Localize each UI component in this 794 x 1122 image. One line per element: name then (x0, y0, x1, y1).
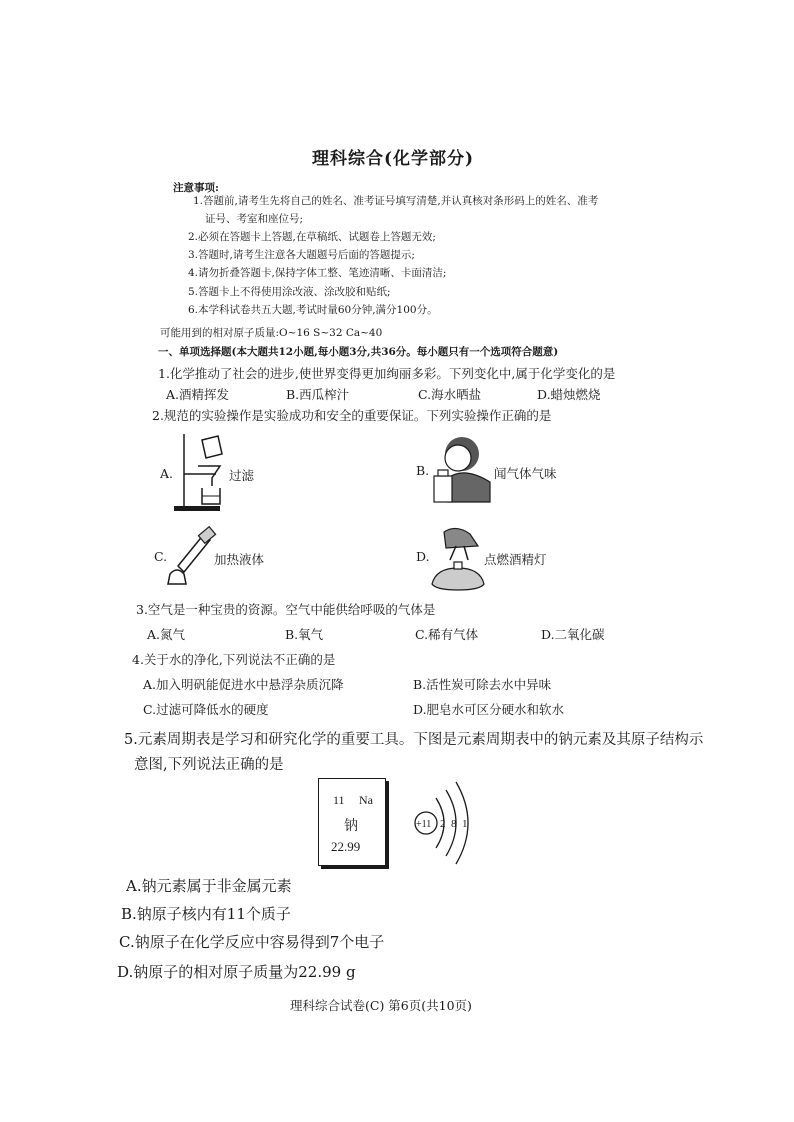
sodium-element-tile (318, 778, 386, 866)
question-3-stem: 3.空气是一种宝贵的资源。空气中能供给呼吸的气体是 (136, 602, 436, 617)
notice-item: 2.必须在答题卡上答题,在草稿纸、试题卷上答题无效; (188, 231, 436, 243)
section-heading: 一、单项选择题(本大题共12小题,每小题3分,共36分。每小题只有一个选项符合题意) (158, 346, 559, 358)
option-letter: A. (160, 466, 174, 481)
question-1-option-d: D.蜡烛燃烧 (537, 387, 601, 402)
filtration-apparatus-image (172, 428, 232, 514)
electron-shell-3: 1 (462, 818, 468, 830)
question-3-option-d: D.二氧化碳 (541, 627, 605, 642)
atomic-masses: 可能用到的相对原子质量:O~16 S~32 Ca~40 (160, 327, 383, 339)
question-5-option-c: C.钠原子在化学反应中容易得到7个电子 (119, 933, 385, 951)
question-3-option-a: A.氮气 (147, 627, 186, 642)
smelling-gas-image (428, 428, 492, 504)
notice-item: 1.答题前,请考生先将自己的姓名、准考证号填写清楚,并认真核对条形码上的姓名、准考 (193, 195, 599, 207)
notice-item: 3.答题时,请考生注意各大题题号后面的答题提示; (188, 249, 415, 261)
notice-item: 5.答题卡上不得使用涂改液、涂改胶和贴纸; (188, 286, 391, 298)
option-letter: D. (416, 549, 430, 564)
option-label: 加热液体 (214, 552, 265, 567)
question-4-stem: 4.关于水的净化,下列说法不正确的是 (132, 652, 336, 667)
notice-item: 证号、考室和座位号; (205, 213, 304, 225)
option-label: 过滤 (229, 468, 255, 483)
question-4-option-d: D.肥皂水可区分硬水和软水 (413, 702, 565, 717)
atomic-number: 11 (333, 793, 345, 807)
page-title: 理科综合(化学部分) (312, 149, 475, 169)
question-1-option-c: C.海水晒盐 (418, 387, 482, 402)
lighting-alcohol-lamp-image (426, 524, 488, 592)
notice-heading: 注意事项: (173, 182, 219, 194)
nucleus-charge: +11 (416, 819, 432, 830)
sodium-atom-structure-diagram (408, 780, 488, 866)
question-2-stem: 2.规范的实验操作是实验成功和安全的重要保证。下列实验操作正确的是 (152, 408, 552, 423)
notice-item: 4.请勿折叠答题卡,保持字体工整、笔迹清晰、卡面清洁; (188, 267, 447, 279)
option-label: 闻气体气味 (494, 466, 557, 481)
question-4-option-a: A.加入明矾能促进水中悬浮杂质沉降 (143, 677, 344, 692)
question-1-option-b: B.西瓜榨汁 (286, 387, 350, 402)
question-4-option-c: C.过滤可降低水的硬度 (143, 702, 269, 717)
electron-shell-2: 8 (451, 818, 457, 830)
option-label: 点燃酒精灯 (484, 552, 547, 567)
element-symbol: Na (359, 793, 373, 807)
element-name: 钠 (344, 818, 358, 834)
question-3-option-c: C.稀有气体 (415, 627, 479, 642)
heating-liquid-image (164, 528, 216, 586)
question-5-stem: 5.元素周期表是学习和研究化学的重要工具。下图是元素周期表中的钠元素及其原子结构示 (124, 732, 704, 748)
option-letter: C. (154, 549, 168, 564)
notice-item: 6.本学科试卷共五大题,考试时量60分钟,满分100分。 (188, 304, 438, 316)
question-5-option-a: A.钠元素属于非金属元素 (126, 877, 292, 895)
page-footer: 理科综合试卷(C) 第6页(共10页) (290, 998, 472, 1013)
electron-shell-1: 2 (440, 818, 446, 830)
question-3-option-b: B.氧气 (285, 627, 324, 642)
question-4-option-b: B.活性炭可除去水中异味 (413, 677, 552, 692)
question-5-stem-continued: 意图,下列说法正确的是 (134, 757, 284, 773)
question-1-stem: 1.化学推动了社会的进步,使世界变得更加绚丽多彩。下列变化中,属于化学变化的是 (158, 366, 616, 381)
question-5-option-b: B.钠原子核内有11个质子 (121, 905, 291, 923)
atomic-mass: 22.99 (331, 839, 361, 854)
question-5-option-d: D.钠原子的相对原子质量为22.99 g (117, 963, 356, 981)
question-1-option-a: A.酒精挥发 (166, 387, 230, 402)
option-letter: B. (416, 463, 430, 478)
